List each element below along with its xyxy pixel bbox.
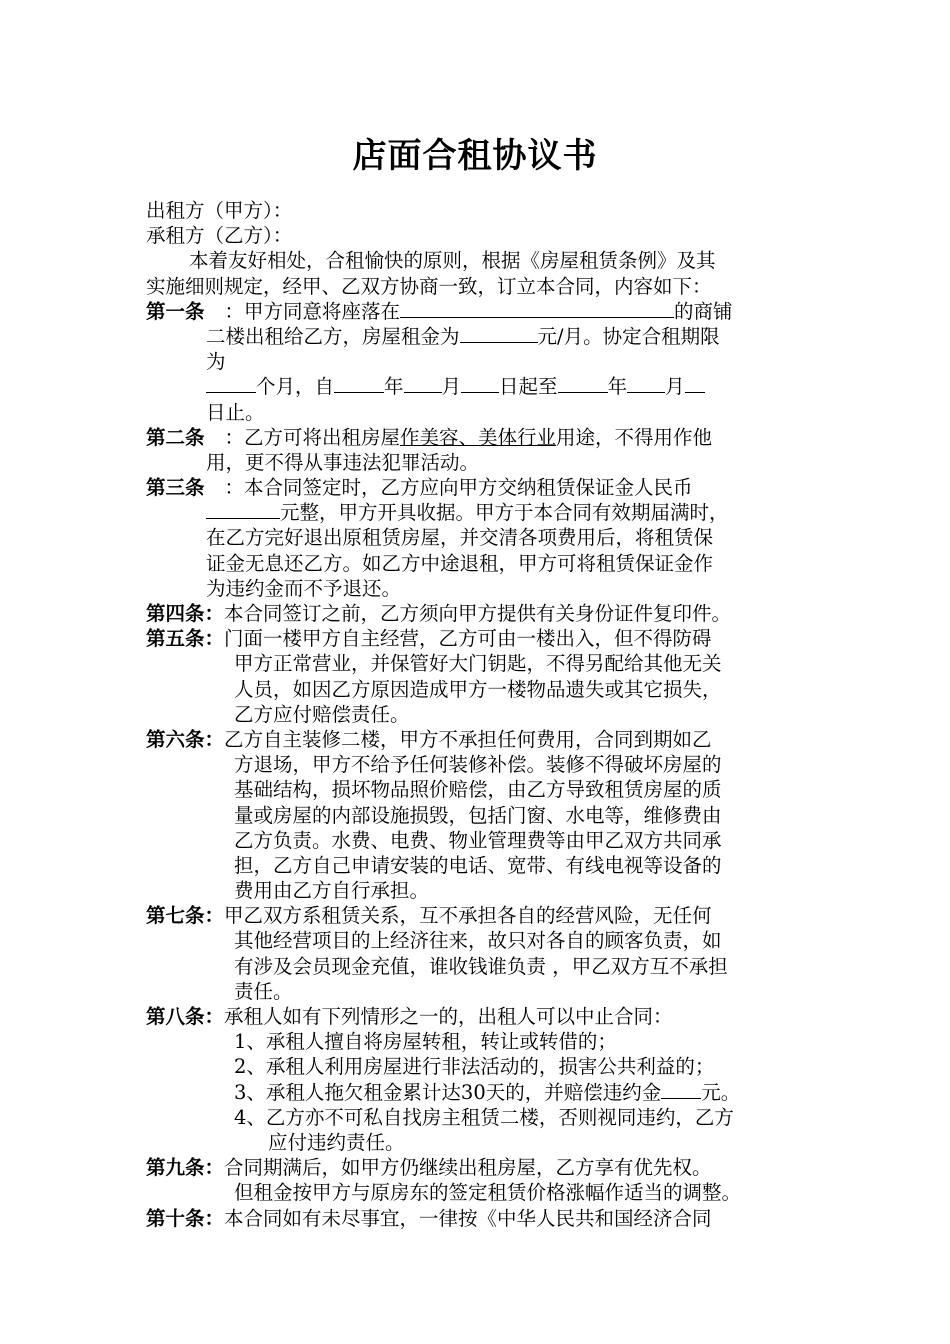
blank-rent [460,324,538,343]
article-4-line-1: 第四条：本合同签订之前，乙方须向甲方提供有关身份证件复印件。 [146,602,732,625]
article-3-line-3: 在乙方完好退出原租赁房屋，并交清各项费用后，将租赁保 [206,526,714,550]
article-9-line-1: 第九条：合同期满后，如甲方仍继续出租房屋，乙方享有优先权。 [146,1156,712,1180]
article-8-item-2: 2、承租人利用房屋进行非法活动的，损害公共利益的； [234,1055,715,1079]
article-4-label: 第四条： [146,602,225,625]
article-7-line-1: 第七条：甲乙双方系租赁关系，互不承担各自的经营风险，无任何 [146,904,712,928]
lessee-line: 承租方（乙方）： [146,224,293,248]
blank-penalty [661,1080,701,1099]
article-5-line-1: 第五条：门面一楼甲方自主经营，乙方可由一楼出入，但不得防碍 [146,627,712,651]
article-5-line-3: 人员，如因乙方原因造成甲方一楼物品遗失或其它损失， [234,677,722,701]
article-7-line-4: 责任。 [234,979,293,1003]
article-7-line-2: 其他经营项目的上经济往来，故只对各自的顾客负责，如 [234,929,722,953]
blank-end-year [558,374,608,393]
article-1-label: 第一条 [146,299,205,323]
article-8-line-1: 第八条：承租人如有下列情形之一的，出租人可以中止合同： [146,1005,673,1028]
blank-end-day [685,374,705,393]
article-7-label: 第七条： [146,904,225,928]
intro-line-2: 实施细则规定，经甲、乙双方协商一致，订立本合同，内容如下： [146,274,712,298]
article-1-line-4: 个月，自 年 月 日起至 年 月 [146,374,810,399]
article-3-line-2: 元整，甲方开具收据。甲方于本合同有效期届满时， [146,500,810,525]
lessor-line: 出租方（甲方）： [146,199,293,222]
article-6-line-1: 第六条：乙方自主装修二楼，甲方不承担任何费用，合同到期如乙 [146,727,712,751]
article-6-line-4: 量或房屋的内部设施损毁，包括门窗、水电等，维修费由 [234,803,722,827]
article-8-item-4: 4、乙方亦不可私自找房主租赁二楼，否则视同违约，乙方 [234,1105,734,1129]
article-6-line-2: 方退场，甲方不给予任何装修补偿。装修不得破坏房屋的 [234,753,722,777]
article-7-line-3: 有涉及会员现金充值，谁收钱谁负责 ，甲乙双方互不承担 [234,954,728,978]
blank-deposit [206,500,280,519]
intro-line-1: 本着友好相处，合租愉快的原则，根据《房屋租赁条例》及其 [189,249,716,273]
article-6-line-5: 乙方负责。水费、电费、物业管理费等由甲乙双方共同承 [234,828,722,852]
document-title: 店面合租协议书 [352,136,598,176]
article-6-label: 第六条： [146,727,225,751]
article-2-label: 第二条 [146,425,205,449]
blank-months [206,374,256,393]
article-5-label: 第五条： [146,627,225,651]
article-5-line-4: 乙方应付赔偿责任。 [234,702,410,726]
article-5-line-2: 甲方正常营业，并保管好大门钥匙，不得另配给其他无关 [234,652,722,676]
article-1-line-5: 日止。 [206,400,265,424]
article-10-label: 第十条： [146,1206,225,1230]
article-10-line-1: 第十条：本合同如有未尽事宜，一律按《中华人民共和国经济合同 [146,1206,712,1230]
usage-purpose: 作美容、美体行业 [400,425,557,449]
article-6-line-6: 担，乙方自己申请安装的电话、宽带、有线电视等设备的 [234,853,722,877]
article-6-line-3: 基础结构，损坏物品照价赔偿，由乙方导致租赁房屋的质 [234,778,722,802]
article-8-item-4-cont: 应付违约责任。 [268,1130,405,1154]
article-9-line-2: 但租金按甲方与原房东的签定租赁价格涨幅作适当的调整。 [234,1181,742,1205]
article-9-label: 第九条： [146,1156,225,1180]
article-1-line-3: 为 [206,350,226,374]
article-1-line-1: 第一条 ：甲方同意将座落在 的商铺 [146,299,733,323]
blank-start-year [334,374,384,393]
blank-end-month [627,374,665,393]
article-3-label: 第三条 [146,476,205,500]
article-8-item-1: 1、承租人擅自将房屋转租，转让或转借的； [234,1030,617,1054]
article-2-line-1: 第二条 ：乙方可将出租房屋作美容、美体行业用途，不得用作他 [146,425,713,449]
blank-start-month [404,374,442,393]
article-3-line-4: 证金无息还乙方。如乙方中途退租，甲方可将租赁保证金作 [206,551,714,575]
contract-body [146,198,810,1231]
blank-location [400,299,674,318]
article-8-item-3: 3、承租人拖欠租金累计达30天的，并赔偿违约金 元。 [234,1080,741,1104]
article-6-line-7: 费用由乙方自行承担。 [234,879,430,903]
article-2-line-2: 用，更不得从事违法犯罪活动。 [206,450,480,474]
article-8-label: 第八条： [146,1005,225,1028]
article-3-line-5: 为违约金而不予退还。 [206,576,402,600]
article-3-line-1: 第三条 ：本合同签定时，乙方应向甲方交纳租赁保证金人民币 [146,476,693,500]
article-1-line-2: 二楼出租给乙方，房屋租金为 元/月。协定合租期限 [206,324,720,348]
blank-start-day [461,374,499,393]
